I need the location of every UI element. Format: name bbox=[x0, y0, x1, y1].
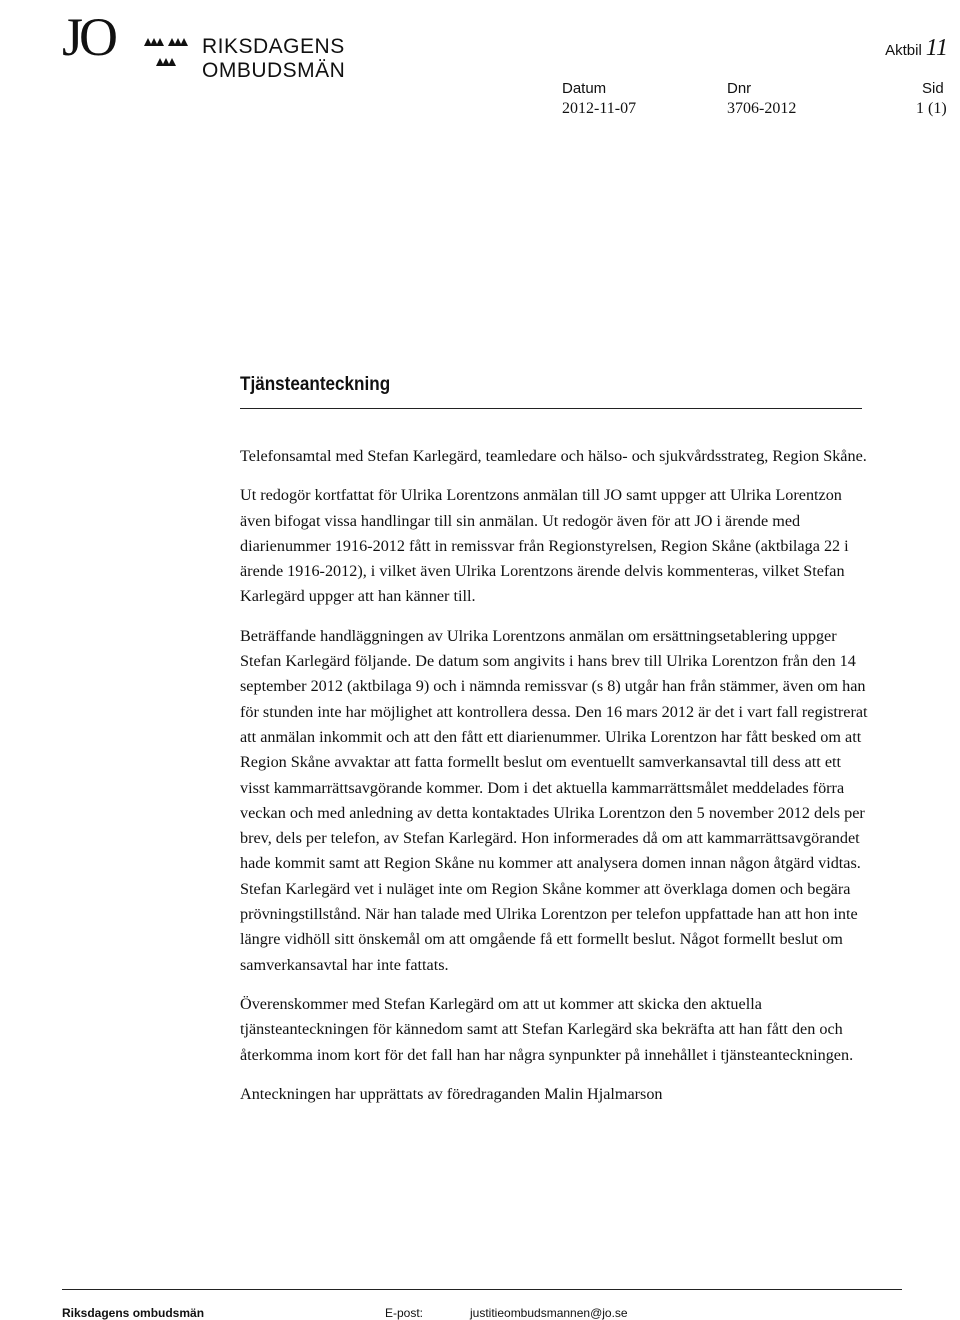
footer-email-link[interactable]: justitieombudsmannen@jo.se bbox=[470, 1306, 628, 1320]
sid-value: 1 (1) bbox=[916, 100, 947, 117]
paragraph-1: Telefonsamtal med Stefan Karlegärd, teamledare och hälso- och sjukvårdsstrateg, Region Skåne. bbox=[240, 447, 867, 465]
document-body bbox=[240, 444, 870, 1121]
aktbil-number: 11 bbox=[925, 35, 948, 61]
org-name-line1: RIKSDAGENS bbox=[202, 35, 345, 58]
paragraph-3: Beträffande handläggningen av Ulrika Lorentzons anmälan om ersättningsetablering uppger Stefan Karlegärd följande. De datum som angivits i hans brev till Ulrika Lorentzon från den 14 september 2012 (aktbilaga 9) och i nämnda remissvar (s 8) utgår han från stämmer, även om han för stunden inte har möjlighet att kontrollera dessa. Den 16 mars 2012 är det i vart fall registrerat att anmälan inkommit och att den fått ett diarienummer. Ulrika Lorentzon har fått besked om att Region Skåne avvaktar att fatta formellt beslut om eventuellt samverkansavtal till dess att ett visst kammarrättsavgörande kommer. Dom i det aktuella kammarrättsmålet meddelades förra veckan och med anledning av detta kontaktades Ulrika Lorentzon den 5 november 2012 dels per brev, dels per telefon, av Stefan Karlegärd. Hon informerades då om att kammarrättsavgörandet hade kommit samt att Region Skåne nu kommer att analysera domen innan någon åtgärd vidtas. Stefan Karlegärd vet i nuläget inte om Region Skåne kommer att överklaga domen och begära prövningstillstånd. När han talade med Ulrika Lorentzon per telefon uppfattade han att hon inte längre vidhöll sitt önskemål om att omgående få ett formellt beslut. Något formellt beslut om samverkansavtal har inte fattats. bbox=[240, 626, 868, 974]
datum-label: Datum bbox=[562, 80, 607, 97]
paragraph-4: Överenskommer med Stefan Karlegärd om att ut kommer att skicka den aktuella tjänsteanteckningen för kännedom samt att Stefan Karlegärd ska bekräfta att han fått den och återkomma inom kort för det fall han har några synpunkter på innehållet i tjänsteanteckningen. bbox=[240, 994, 854, 1064]
jo-logo bbox=[62, 7, 362, 82]
crowns-icon bbox=[142, 36, 198, 70]
sid-label: Sid bbox=[922, 80, 944, 97]
footer-org: Riksdagens ombudsmän bbox=[62, 1306, 205, 1320]
footer-divider bbox=[62, 1289, 902, 1290]
aktbil-text: Aktbil bbox=[885, 42, 922, 59]
datum-value: 2012-11-07 bbox=[562, 100, 637, 117]
paragraph-5: Anteckningen har upprättats av föredraganden Malin Hjalmarson bbox=[240, 1084, 663, 1103]
footer-email-label: E-post: bbox=[385, 1306, 424, 1320]
document-title: Tjänsteanteckning bbox=[240, 374, 391, 395]
dnr-value: 3706-2012 bbox=[727, 100, 797, 117]
logo-letters: JO bbox=[62, 7, 115, 67]
title-divider bbox=[240, 408, 862, 409]
dnr-label: Dnr bbox=[727, 80, 752, 97]
org-name-line2: OMBUDSMÄN bbox=[202, 59, 346, 82]
aktbil-label bbox=[885, 36, 948, 60]
paragraph-2: Ut redogör kortfattat för Ulrika Lorentzons anmälan till JO samt uppger att Ulrika Lorentzon även bifogat vissa handlingar till sin anmälan. Ut redogör även för att JO i ärende med diarienummer 1916-2012 fått in remissvar från Regionstyrelsen, Region Skåne (aktbilaga 22 i ärende 1916-2012), i vilket även Ulrika Lorentzons ärende delvis kommenteras, vilket Stefan Karlegärd uppger att han känner till. bbox=[240, 486, 849, 606]
